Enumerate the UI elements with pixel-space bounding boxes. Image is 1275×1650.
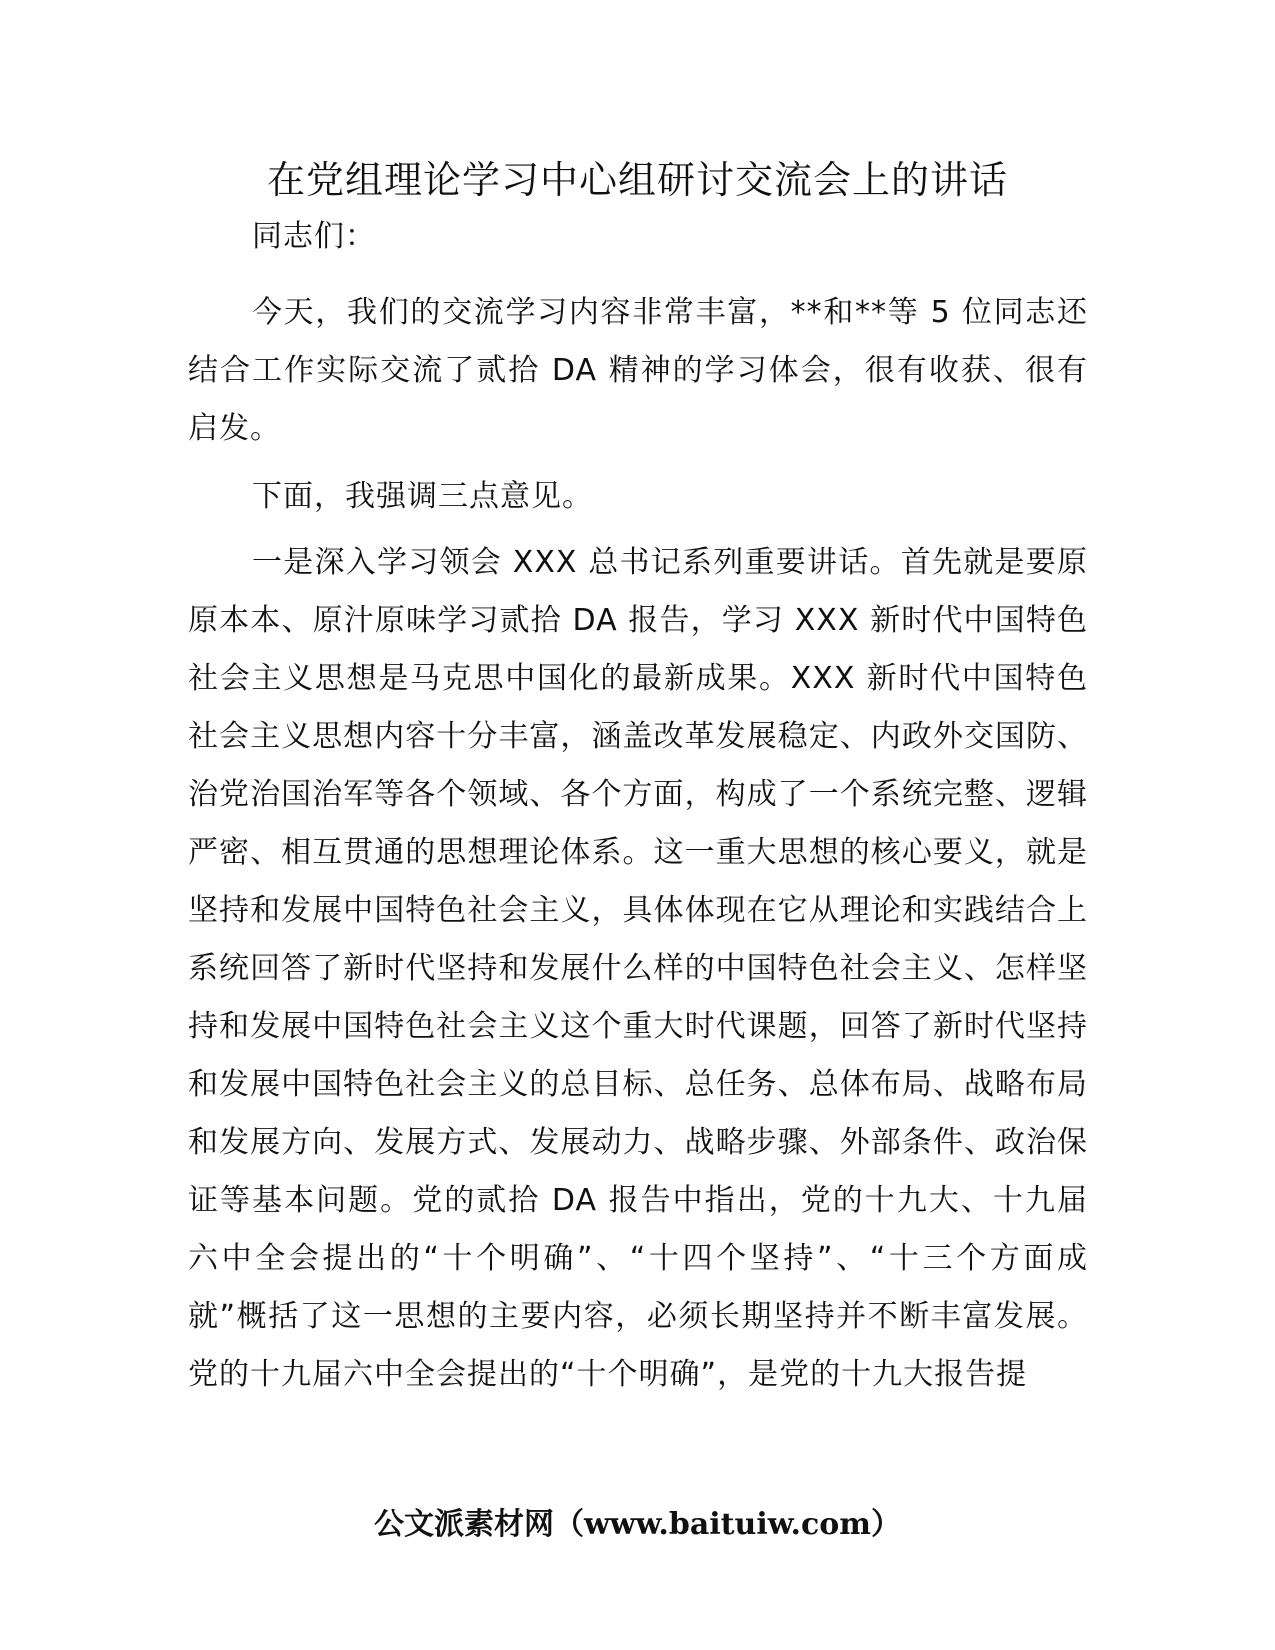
paragraph-intro: 今天，我们的交流学习内容非常丰富，**和**等 5 位同志还结合工作实际交流了贰拾 DA 精神的学习体会，很有收获、很有启发。 (188, 295, 1088, 446)
paragraph-transition: 下面，我强调三点意见。 (252, 479, 593, 514)
document-title: 在党组理论学习中心组研讨交流会上的讲话 (266, 158, 1008, 202)
document-body (188, 200, 1088, 1404)
paragraph-point-one: 一是深入学习领会 XXX 总书记系列重要讲话。首先就是要原原本本、原汁原味学习贰拾 DA 报告，学习 XXX 新时代中国特色社会主义思想是马克思中国化的最新成果。XXX 新时代中国特色社会主义思想内容十分丰富，涵盖改革发展稳定、内政外交国防、治党治国治军等各个领域、各个方面，构成了一个系统完整、逻辑严密、相互贯通的思想理论体系。这一重大思想的核心要义，就是坚持和发展中国特色社会主义，具体体现在它从理论和实践结合上系统回答了新时代坚持和发展什么样的中国特色社会主义、怎样坚持和发展中国特色社会主义这个重大时代课题，回答了新时代坚持和发展中国特色社会主义的总目标、总任务、总体布局、战略布局和发展方向、发展方式、发展动力、战略步骤、外部条件、政治保证等基本问题。党的贰拾 DA 报告中指出，党的十九大、十九届六中全会提出的“十个明确”、“十四个坚持”、“十三个方面成就”概括了这一思想的主要内容，必须长期坚持并不断丰富发展。党的十九届六中全会提出的“十个明确”，是党的十九大报告提 (188, 545, 1088, 1392)
greeting: 同志们： (252, 219, 376, 254)
footer-source: 公文派素材网（www.baituiw.com） (373, 1507, 902, 1542)
